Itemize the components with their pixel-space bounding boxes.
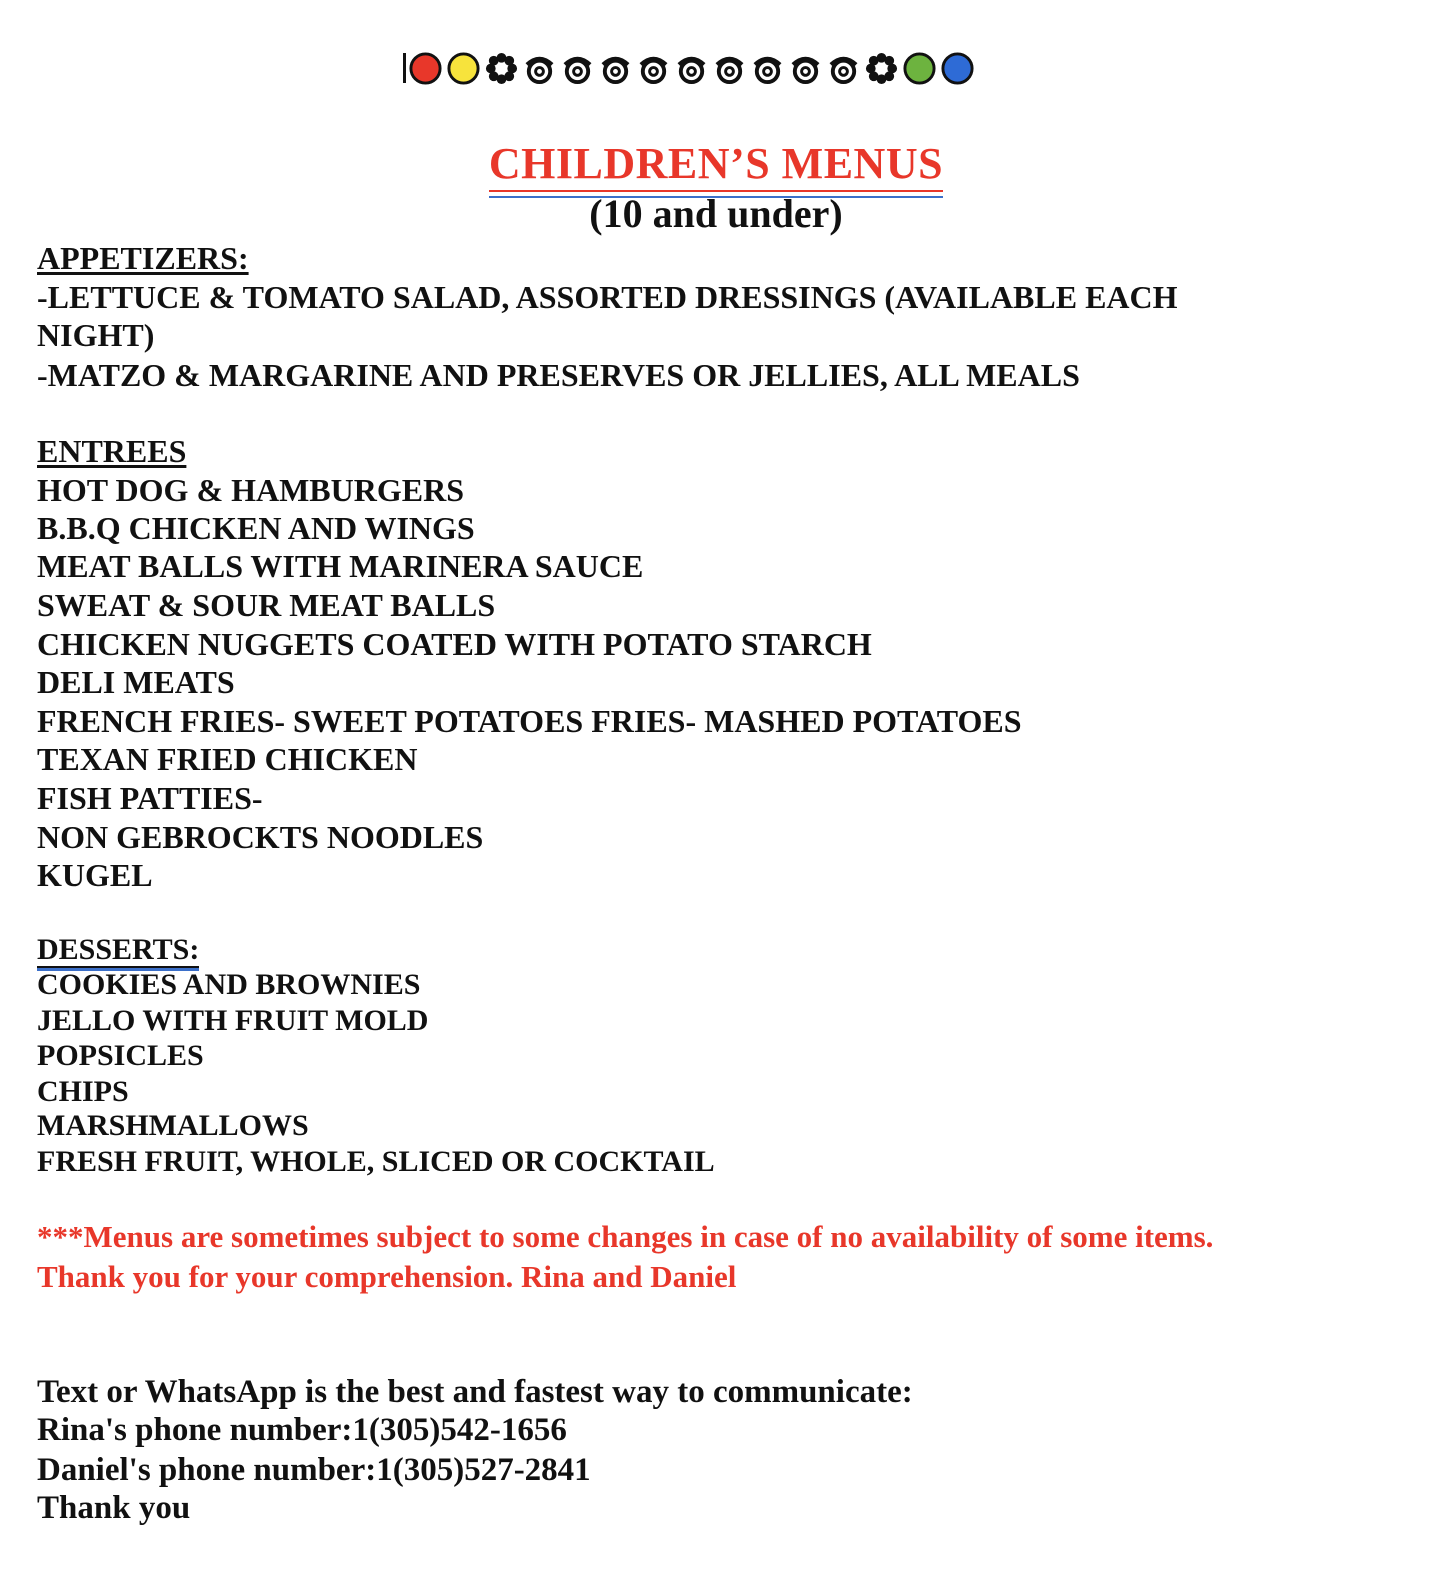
thank-you-notice: Thank you for your comprehension. Rina and Daniel [37, 1259, 737, 1294]
entree-item: KUGEL [37, 857, 153, 893]
contact-intro: Text or WhatsApp is the best and fastest way to communicate: [37, 1374, 913, 1410]
entree-item: FISH PATTIES- [37, 780, 263, 816]
availability-notice: ***Menus are sometimes subject to some changes in case of no availability of some items. [37, 1219, 1214, 1254]
dessert-item: CHIPS [37, 1075, 129, 1108]
dessert-item: POPSICLES [37, 1039, 204, 1072]
daniel-phone: Daniel's phone number:1(305)527-2841 [37, 1452, 591, 1488]
swirl-icon [560, 51, 595, 86]
blue-circle-icon [940, 51, 975, 86]
dessert-item: FRESH FRUIT, WHOLE, SLICED OR COCKTAIL [37, 1145, 715, 1178]
swirl-icon [598, 51, 633, 86]
swirl-icon [674, 51, 709, 86]
yellow-circle-icon [446, 51, 481, 86]
swirl-icon [712, 51, 747, 86]
entree-item: DELI MEATS [37, 664, 235, 700]
appetizer-line: -MATZO & MARGARINE AND PRESERVES OR JELLIES, ALL MEALS [37, 357, 1080, 393]
dessert-item: MARSHMALLOWS [37, 1109, 309, 1142]
swirl-icon [788, 51, 823, 86]
flower-icon [484, 51, 519, 86]
ornament-border [403, 50, 978, 86]
page-title: CHILDREN’S MENUS [489, 140, 943, 192]
entree-item: SWEAT & SOUR MEAT BALLS [37, 587, 496, 623]
entree-item: B.B.Q CHICKEN AND WINGS [37, 510, 475, 546]
page-subtitle: (10 and under) [589, 191, 843, 236]
swirl-icon [636, 51, 671, 86]
entree-item: HOT DOG & HAMBURGERS [37, 472, 464, 508]
dessert-item: JELLO WITH FRUIT MOLD [37, 1004, 429, 1037]
swirl-icon [826, 51, 861, 86]
swirl-icon [522, 51, 557, 86]
appetizers-heading: APPETIZERS: [37, 240, 249, 276]
entree-item: NON GEBROCKTS NOODLES [37, 819, 484, 855]
red-circle-icon [408, 51, 443, 86]
dessert-item: COOKIES AND BROWNIES [37, 968, 421, 1001]
entree-item: FRENCH FRIES- SWEET POTATOES FRIES- MASHED POTATOES [37, 703, 1022, 739]
entree-item: CHICKEN NUGGETS COATED WITH POTATO STARCH [37, 626, 872, 662]
entree-item: MEAT BALLS WITH MARINERA SAUCE [37, 548, 644, 584]
appetizer-line: -LETTUCE & TOMATO SALAD, ASSORTED DRESSINGS (AVAILABLE EACH [37, 279, 1178, 315]
desserts-heading: DESSERTS: [37, 933, 200, 966]
closing-thank-you: Thank you [37, 1490, 191, 1526]
text-cursor [403, 53, 406, 83]
title-block [0, 140, 1432, 192]
swirl-icon [750, 51, 785, 86]
entree-item: TEXAN FRIED CHICKEN [37, 741, 418, 777]
rina-phone: Rina's phone number:1(305)542-1656 [37, 1412, 567, 1448]
appetizer-line: NIGHT) [37, 317, 155, 353]
entrees-heading: ENTREES [37, 433, 187, 469]
flower-icon [864, 51, 899, 86]
green-circle-icon [902, 51, 937, 86]
